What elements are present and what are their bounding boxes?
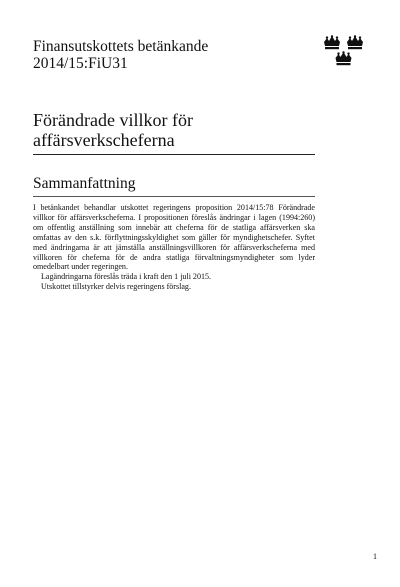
committee-header <box>33 38 313 72</box>
paragraph-line: Förändrade villkor för affärsverkscheferna. I propositionen föreslås ändringar <box>33 203 316 222</box>
committee-name: Finansutskottets betänkande <box>33 38 209 55</box>
paragraph-line: de andra statliga förvaltningsmyndigheter som lyder omedelbart under <box>33 252 316 272</box>
summary-paragraph-1 <box>33 203 315 272</box>
report-number: 2014/15:FiU31 <box>33 55 128 72</box>
title-line-2: affärsverkscheferna <box>33 130 175 150</box>
three-crowns-icon <box>322 34 366 68</box>
summary-paragraph-2: Lagändringarna föreslås träda i kraft den 1 juli 2015. <box>41 272 212 282</box>
heading-divider <box>33 196 315 197</box>
paragraph-line: regeringen. <box>91 262 128 272</box>
paragraph-line: anställningsvillkoren för affärsverkscheferna med villkoren för cheferna för <box>33 242 315 262</box>
summary-body <box>33 203 315 292</box>
paragraph-line: statliga affärsverken ska omfattas av den s.k. förflyttningsskyldighet som <box>33 222 316 242</box>
summary-heading: Sammanfattning <box>33 175 136 192</box>
title-line-1: Förändrade villkor för <box>33 110 193 130</box>
paragraph-line: i lagen (1994:260) om offentlig anställning som innebär att cheferna för de <box>33 212 315 232</box>
document-title <box>33 110 323 150</box>
paragraph-line: I betänkandet behandlar utskottet regeringens proposition 2014/15:78 <box>33 203 274 212</box>
page-number: 1 <box>373 552 377 561</box>
title-divider <box>33 154 315 155</box>
paragraph-line: gäller för myndighetschefer. Syftet med ändringarna är att jämställa <box>33 232 315 252</box>
summary-paragraph-3: Utskottet tillstyrker delvis regeringens förslag. <box>41 282 191 292</box>
